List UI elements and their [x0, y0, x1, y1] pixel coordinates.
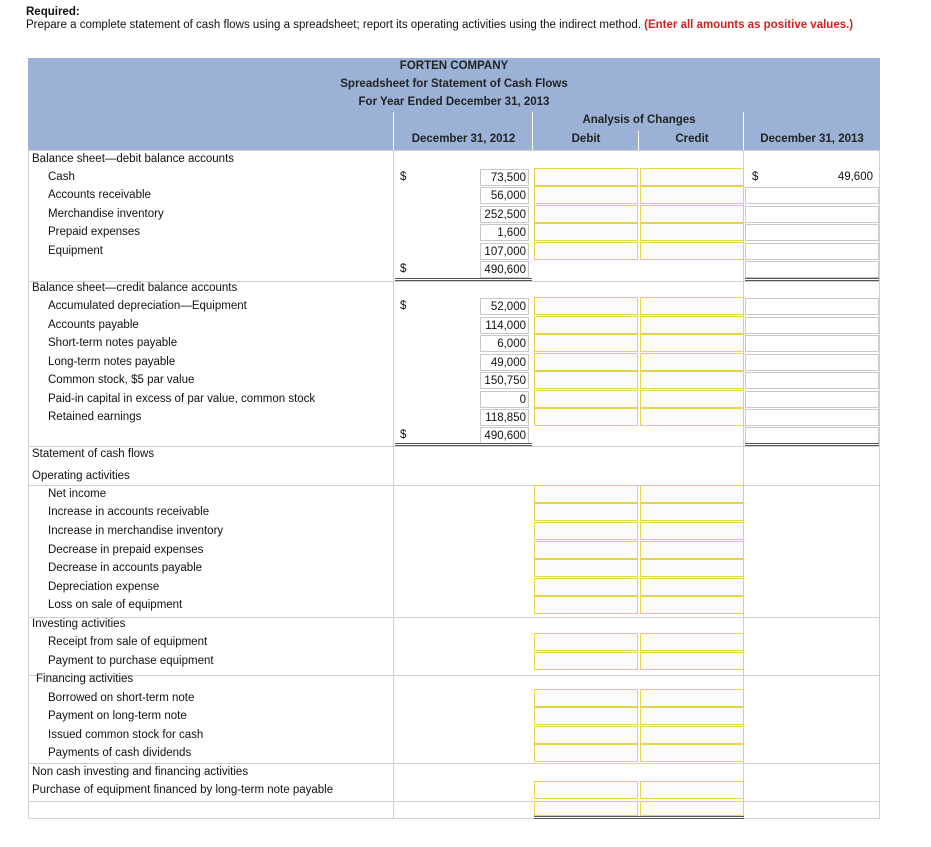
debit-input[interactable]	[534, 541, 638, 559]
debit-input[interactable]	[534, 689, 638, 707]
row-label: Increase in accounts receivable	[48, 506, 210, 518]
row-label: Net income	[48, 488, 107, 500]
row-label: Payment on long-term note	[48, 710, 187, 722]
debit-input[interactable]	[534, 353, 638, 371]
debit-input[interactable]	[534, 242, 638, 260]
amount-2012: 118,850	[480, 409, 529, 426]
debit-input[interactable]	[534, 578, 638, 596]
credit-input[interactable]	[640, 596, 744, 614]
amount-2013-input[interactable]	[745, 243, 879, 260]
company-name: FORTEN COMPANY	[399, 60, 509, 72]
currency-sign: $	[400, 263, 407, 275]
amount-2013-input[interactable]	[745, 372, 879, 389]
amount-2013-input[interactable]	[745, 409, 879, 426]
credit-input[interactable]	[640, 408, 744, 426]
credit-input[interactable]	[640, 353, 744, 371]
row-label: Common stock, $5 par value	[48, 374, 195, 386]
debit-header: Debit	[534, 131, 638, 148]
debit-input[interactable]	[534, 408, 638, 426]
instructions	[26, 6, 906, 32]
row-label: Accounts receivable	[48, 189, 151, 201]
row-label: Loss on sale of equipment	[48, 599, 183, 611]
row-label: Receipt from sale of equipment	[48, 636, 208, 648]
required-note: (Enter all amounts as positive values.)	[644, 19, 854, 31]
col-2013-header: December 31, 2013	[745, 131, 879, 148]
row-label: Increase in merchandise inventory	[48, 525, 224, 537]
amount-2012: 0	[480, 391, 529, 408]
double-underline	[395, 278, 532, 281]
credit-input[interactable]	[640, 316, 744, 334]
credit-input[interactable]	[640, 371, 744, 389]
credit-input[interactable]	[640, 223, 744, 241]
debit-input[interactable]	[534, 316, 638, 334]
debit-input[interactable]	[534, 559, 638, 577]
double-underline	[745, 443, 879, 446]
debit-input[interactable]	[534, 371, 638, 389]
credit-input[interactable]	[640, 633, 744, 651]
amount-2013-input[interactable]	[745, 187, 879, 204]
analysis-header: Analysis of Changes	[534, 112, 744, 129]
row-label: Issued common stock for cash	[48, 729, 204, 741]
divider	[532, 112, 533, 150]
row-label: Equipment	[48, 245, 103, 257]
debit-input[interactable]	[534, 596, 638, 614]
credit-input[interactable]	[640, 559, 744, 577]
noncash-title: Non cash investing and financing activities	[32, 766, 249, 778]
credit-input[interactable]	[640, 186, 744, 204]
row-label: Borrowed on short-term note	[48, 692, 195, 704]
required-text: Prepare a complete statement of cash flows using a spreadsheet; report its operating activities using the indirect method.	[26, 19, 641, 31]
debit-section-title: Balance sheet—debit balance accounts	[32, 153, 235, 165]
double-underline	[745, 278, 879, 281]
row-label: Prepaid expenses	[48, 226, 141, 238]
credit-input[interactable]	[640, 390, 744, 408]
debit-input[interactable]	[534, 205, 638, 223]
amount-2012: 114,000	[480, 317, 529, 334]
operating-title: Operating activities	[32, 470, 130, 482]
debit-input[interactable]	[534, 652, 638, 670]
credit-input[interactable]	[640, 578, 744, 596]
debit-input[interactable]	[534, 522, 638, 540]
row-label: Accumulated depreciation—Equipment	[48, 300, 247, 312]
amount-2012: 150,750	[480, 372, 529, 389]
amount-2013: 49,600	[837, 171, 873, 183]
financing-title: Financing activities	[36, 673, 134, 685]
debit-input[interactable]	[534, 781, 638, 799]
credit-input[interactable]	[640, 744, 744, 762]
credit-input[interactable]	[640, 522, 744, 540]
debit-input[interactable]	[534, 503, 638, 521]
row-label: Payment to purchase equipment	[48, 655, 214, 667]
row-label: Purchase of equipment financed by long-term note payable	[32, 784, 334, 796]
amount-2012: 49,000	[480, 354, 529, 371]
credit-input[interactable]	[640, 503, 744, 521]
debit-input[interactable]	[534, 297, 638, 315]
row-label: Long-term notes payable	[48, 356, 176, 368]
row-label: Merchandise inventory	[48, 208, 164, 220]
row-label: Retained earnings	[48, 411, 142, 423]
debit-total-2012: 490,600	[480, 261, 529, 278]
amount-2012: 6,000	[480, 335, 529, 352]
row-label: Paid-in capital in excess of par value, common stock	[48, 393, 316, 405]
amount-2013-input[interactable]	[745, 298, 879, 315]
debit-input[interactable]	[534, 186, 638, 204]
amount-2012: 107,000	[480, 243, 529, 260]
debit-input[interactable]	[534, 726, 638, 744]
divider	[393, 112, 394, 150]
divider	[28, 675, 880, 676]
amount-2012: 252,500	[480, 206, 529, 223]
row-label: Depreciation expense	[48, 581, 160, 593]
row-label: Cash	[48, 171, 75, 183]
debit-total-input[interactable]	[534, 801, 638, 816]
divider	[28, 446, 880, 447]
amount-2013-input[interactable]	[745, 317, 879, 334]
debit-input[interactable]	[534, 334, 638, 352]
amount-2013-input[interactable]	[745, 224, 879, 241]
amount-2012: 73,500	[480, 169, 529, 186]
credit-input[interactable]	[640, 485, 744, 503]
credit-input[interactable]	[640, 781, 744, 799]
debit-input[interactable]	[534, 390, 638, 408]
credit-input[interactable]	[640, 707, 744, 725]
credit-total-2012: 490,600	[480, 427, 529, 444]
debit-input[interactable]	[534, 744, 638, 762]
row-label: Accounts payable	[48, 319, 139, 331]
debit-input[interactable]	[534, 168, 638, 186]
debit-input[interactable]	[534, 707, 638, 725]
period-title: For Year Ended December 31, 2013	[358, 96, 550, 108]
divider	[743, 112, 744, 150]
amount-2012: 56,000	[480, 187, 529, 204]
amount-2012: 52,000	[480, 298, 529, 315]
currency-sign: $	[400, 429, 407, 441]
credit-total-2013-input[interactable]	[745, 427, 879, 444]
debit-total-2013-input[interactable]	[745, 261, 879, 278]
row-label: Decrease in prepaid expenses	[48, 544, 204, 556]
debit-input[interactable]	[534, 485, 638, 503]
debit-input[interactable]	[534, 223, 638, 241]
credit-input[interactable]	[640, 242, 744, 260]
currency-sign: $	[400, 300, 407, 312]
amount-2013-input[interactable]	[745, 206, 879, 223]
credit-input[interactable]	[640, 297, 744, 315]
credit-total-input[interactable]	[640, 801, 744, 816]
col-2012-header: December 31, 2012	[395, 131, 532, 148]
row-label: Decrease in accounts payable	[48, 562, 203, 574]
divider	[28, 485, 880, 486]
currency-sign: $	[400, 171, 407, 183]
amount-2012: 1,600	[480, 224, 529, 241]
investing-title: Investing activities	[32, 618, 126, 630]
credit-section-title: Balance sheet—credit balance accounts	[32, 282, 238, 294]
credit-input[interactable]	[640, 652, 744, 670]
credit-input[interactable]	[640, 689, 744, 707]
credit-input[interactable]	[640, 334, 744, 352]
spreadsheet-title: Spreadsheet for Statement of Cash Flows	[340, 78, 568, 90]
divider	[638, 131, 639, 150]
credit-header: Credit	[640, 131, 744, 148]
currency-sign: $	[752, 171, 759, 183]
credit-input[interactable]	[640, 205, 744, 223]
amount-2013-input[interactable]	[745, 391, 879, 408]
cash-2013	[745, 168, 879, 186]
cash-flows-title: Statement of cash flows	[32, 448, 155, 460]
required-heading: Required:	[26, 6, 80, 18]
divider	[28, 617, 880, 618]
amount-2013-input[interactable]	[745, 354, 879, 371]
credit-input[interactable]	[640, 541, 744, 559]
credit-input[interactable]	[640, 168, 744, 186]
double-underline	[395, 443, 532, 446]
amount-2013-input[interactable]	[745, 335, 879, 352]
debit-input[interactable]	[534, 633, 638, 651]
row-label: Payments of cash dividends	[48, 747, 192, 759]
double-underline	[534, 816, 744, 819]
row-label: Short-term notes payable	[48, 337, 178, 349]
credit-input[interactable]	[640, 726, 744, 744]
divider	[28, 801, 880, 802]
